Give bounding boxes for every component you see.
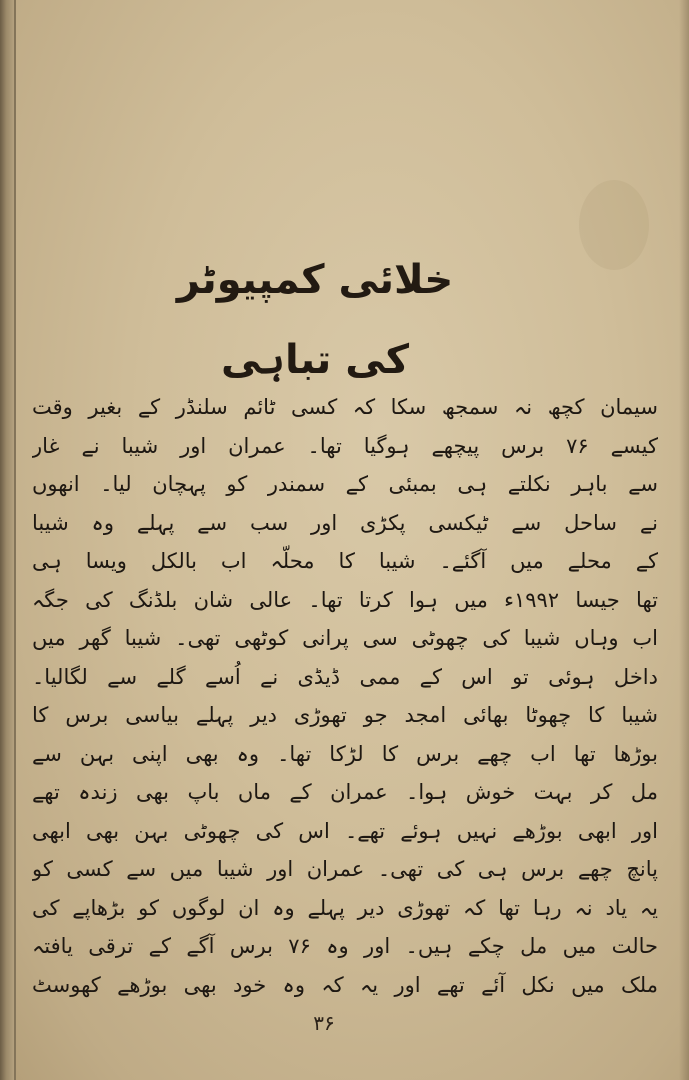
- text-line: کے محلے میں آگئے۔ شیبا کا محلّہ اب بالکل ویسا ہی: [32, 549, 658, 573]
- text-line: تھا جیسا ۱۹۹۲ء میں ہوا کرتا تھا۔ عالی شان بلڈنگ کی جگہ: [32, 587, 658, 612]
- text-line: حالت میں مل چکے ہیں۔ اور وہ ۷۶ برس آگے کے ترقی یافتہ: [32, 934, 658, 958]
- page-number: ۳۶: [313, 1011, 335, 1035]
- page-edge-shadow: [679, 0, 689, 1080]
- text-line: سیمان کچھ نہ سمجھ سکا کہ کسی ٹائم سلنڈر کے بغیر وقت: [32, 395, 658, 419]
- text-line: پانچ چھے برس ہی کی تھی۔ عمران اور شیبا میں سے کسی کو: [32, 857, 658, 881]
- text-line: ملک میں نکل آئے تھے اور یہ کہ وہ خود بھی بوڑھے کھوسٹ: [32, 972, 658, 997]
- paper-stain: [579, 180, 649, 270]
- text-line: اب وہاں شیبا کی چھوٹی سی پرانی کوٹھی تھی۔ شیبا گھر میں: [32, 626, 658, 650]
- text-line: کیسے ۷۶ برس پیچھے ہوگیا تھا۔ عمران اور شیبا نے غار: [32, 433, 658, 458]
- chapter-title: خلائی کمپیوٹر کی تباہی: [176, 257, 454, 383]
- text-line: یہ یاد نہ رہا تھا کہ تھوڑی دیر پہلے وہ ان لوگوں کو بڑھاپے کی: [32, 895, 658, 920]
- story-paragraph: [32, 388, 658, 1004]
- text-line: بوڑھا تھا اب چھے برس کا لڑکا تھا۔ وہ بھی اپنی بہن سے: [32, 741, 658, 766]
- text-line: سے باہر نکلتے ہی بمبئی کے سمندر کو پہچان لیا۔ انھوں: [32, 472, 658, 496]
- spine-edge-line: [14, 0, 16, 1080]
- text-line: اور ابھی بوڑھے نہیں ہوئے تھے۔ اس کی چھوٹی بہن بھی ابھی: [32, 818, 658, 843]
- text-line: شیبا کا چھوٹا بھائی امجد جو تھوڑی دیر پہلے بیاسی برس کا: [32, 703, 658, 727]
- text-line: داخل ہوئی تو اس کے ممی ڈیڈی نے اُسے گلے سے لگالیا۔: [32, 664, 658, 689]
- text-line: مل کر بہت خوش ہوا۔ عمران کے ماں باپ بھی زندہ تھے: [32, 780, 658, 804]
- text-line: نے ساحل سے ٹیکسی پکڑی اور سب سے پہلے وہ شیبا: [32, 510, 658, 535]
